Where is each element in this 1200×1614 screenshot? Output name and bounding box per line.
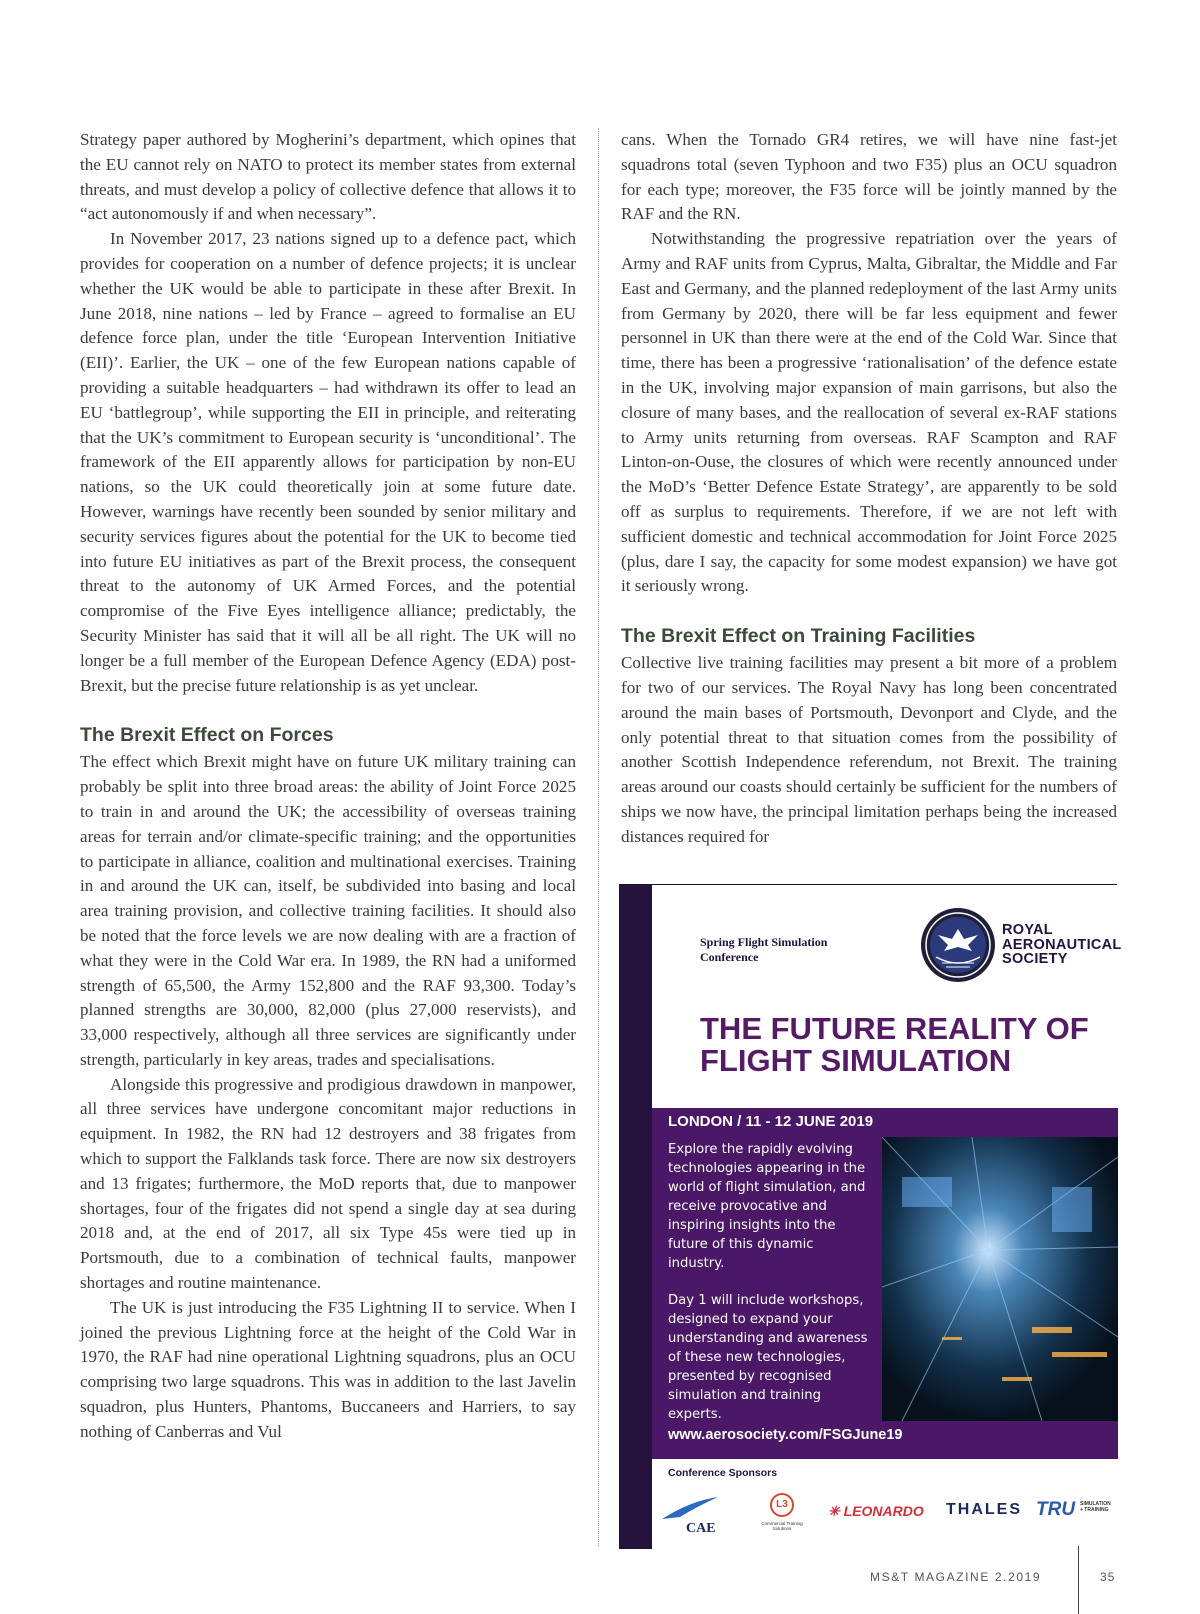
paragraph: In November 2017, 23 nations signed up to a defence pact, which provides for cooperation on a number of defence projects; it is unclear whether the UK would be able to participate in these after Brexit. In June 2018, nine nations – led by France – agreed to formalise an EU defence force plan, under the title ‘European Intervention Initiative (EII)’. Earlier, the UK – one of the few European nations capable of providing a suitable headquarters – had withdrawn its offer to lead an EU ‘battlegroup’, while supporting the EII in principle, and reiterating that the UK’s commitment to European security is ‘unconditional’. The framework of the EII apparently allows for participation by non-EU nations, so the UK could theoretically join at some future date. However, warnings have recently been sounded by senior military and security services figures about the potential for the UK to become tied into future EU initiatives as part of the Brexit process, the consequent threat to the autonomy of UK Armed Forces, and the potential compromise of the Five Eyes intelligence alliance; predictably, the Security Minister has said that it will all be all right. The UK will no longer be a full member of the European Defence Agency (EDA) post-Brexit, but the precise future relationship is as yet unclear. <box>80 229 576 695</box>
paragraph: Notwithstanding the progressive repatriation over the years of Army and RAF units from Cyprus, Malta, Gibraltar, the Middle and Far East and Germany, and the planned redeployment of the last Army units from Germany by 2020, there will be far less equipment and fewer personnel in UK than there were at the end of the Cold War. Since that time, there has been a progressive ‘rationalisation’ of the defence estate in the UK, involving major expansion of main garrisons, but also the closure of many bases, and the reallocation of several ex-RAF stations to Army units returning from overseas. RAF Scampton and RAF Linton-on-Ouse, the closures of which were recently announced under the MoD’s ‘Better Defence Estate Strategy’, are apparently to be sold off as surplus to requirements. Therefore, if we are not left with sufficient domestic and technical accommodation for Joint Force 2025 (plus, dare I say, the capacity for some modest expansion) we have got it seriously wrong. <box>621 229 1117 596</box>
ad-url-link[interactable]: www.aerosociety.com/FSGJune19 <box>668 1427 903 1443</box>
sponsors-label: Conference Sponsors <box>668 1467 778 1479</box>
l3-logo <box>752 1493 812 1535</box>
l3-badge: L3 <box>770 1493 794 1517</box>
ad-title-line: FLIGHT SIMULATION <box>700 1043 1012 1078</box>
cae-logo <box>660 1495 730 1537</box>
section-heading: The Brexit Effect on Training Facilities <box>621 625 976 648</box>
tru-sub-line: SIMULATION <box>1080 1501 1111 1507</box>
paragraph: Strategy paper authored by Mogherini’s department, which opines that the EU cannot rely on NATO to protect its member states from external threats, and must develop a policy of collective defence that allows it to “act autonomously if and when necessary”. <box>80 130 576 224</box>
ad-title <box>700 1013 1120 1077</box>
cae-swoosh-icon <box>660 1495 720 1521</box>
section-heading: The Brexit Effect on Forces <box>80 724 334 747</box>
paragraph: Collective live training facilities may present a bit more of a problem for two of our services. The Royal Navy has long been concentrated around the main bases of Portsmouth, Devonport and Clyde, and the only potential threat to that situation comes from the possibility of another Scottish Independence referendum, not Brexit. The training areas around our coasts should certainly be sufficient for the numbers of ships we now have, the principal limitation perhaps being the increased distances required for <box>621 653 1117 846</box>
logo-line: SOCIETY <box>1002 951 1068 967</box>
paragraph: The effect which Brexit might have on future UK military training can probably be split into three broad areas: the ability of Joint Force 2025 to train in and around the UK; the accessibility of overseas training areas for terrain and/or climate-specific training; and the opportunities to participate in alliance, coalition and multinational exercises. Training in and around the UK can, itself, be subdivided into basing and local area training provision, and collective training facilities. It should also be noted that the force levels we are now dealing with are a fraction of what they were in the Cold War era. In 1989, the RN had a uniformed strength of 65,500, the Army 152,800 and the RAF 93,300. Today’s planned strengths are 30,000, 82,000 (plus 27,000 reservists), and 33,000 respectively, although all three services are significantly under strength, particularly in key areas, trades and specialisations. <box>80 752 576 1069</box>
ad-description <box>668 1140 873 1442</box>
left-column <box>80 128 576 1445</box>
ad-event-date: LONDON / 11 - 12 JUNE 2019 <box>668 1113 874 1130</box>
ad-description-paragraph: Day 1 will include workshops, designed to expand your understanding and awareness of these new technologies, presented by recognised simulation and training experts. <box>668 1293 868 1422</box>
tru-subtitle <box>1080 1501 1111 1513</box>
ad-conference-line: Spring Flight Simulation <box>700 935 828 949</box>
leonardo-logo <box>828 1503 924 1520</box>
sponsor-bar <box>652 1459 1118 1550</box>
right-column <box>621 128 1117 850</box>
ad-title-line: THE FUTURE REALITY OF <box>700 1011 1089 1046</box>
leonardo-star-icon: ✳ <box>828 1503 844 1519</box>
thales-logo: THALES <box>946 1501 1022 1518</box>
tru-logo: TRU <box>1036 1499 1076 1520</box>
logo-line: ROYAL <box>1002 922 1053 938</box>
leonardo-logo-text: LEONARDO <box>843 1503 924 1519</box>
cae-logo-text: CAE <box>686 1521 716 1536</box>
footer-magazine-title: MS&T MAGAZINE 2.2019 <box>870 1570 1042 1584</box>
paragraph: The UK is just introducing the F35 Lightning II to service. When I joined the previous Lightning force at the height of the Cold War in 1970, the RAF had nine operational Lightning squadrons, plus an OCU comprising two large squadrons. This was in addition to the last Javelin squadron, plus Hunters, Phantoms, Buccaneers and Harriers, to say nothing of Canberras and Vul <box>80 1297 576 1441</box>
page-number: 35 <box>1100 1570 1116 1584</box>
ad-conference-line: Conference <box>700 950 759 964</box>
advertisement[interactable] <box>619 884 1122 1549</box>
l3-subtitle: Commercial Training Solutions <box>761 1521 803 1531</box>
footer-divider <box>1078 1546 1079 1614</box>
simulation-visual-icon <box>882 1137 1118 1421</box>
logo-line: AERONAUTICAL <box>1002 936 1122 953</box>
raes-logo-icon <box>920 907 996 983</box>
ad-description-paragraph: Explore the rapidly evolving technologies appearing in the world of flight simulation, and receive provocative and inspiring insights into the future of this dynamic industry. <box>668 1142 866 1271</box>
sponsor-logos <box>660 1489 1110 1544</box>
ad-conference-name <box>700 935 860 965</box>
raes-logo-text <box>1002 923 1122 967</box>
ad-header-panel <box>652 885 1122 1108</box>
tru-sub-line: + TRAINING <box>1080 1507 1109 1513</box>
paragraph: cans. When the Tornado GR4 retires, we will have nine fast-jet squadrons total (seven Typhoon and two F35) plus an OCU squadron for each type; moreover, the F35 force will be jointly manned by the RAF and the RN. <box>621 130 1117 224</box>
paragraph: Alongside this progressive and prodigious drawdown in manpower, all three services have undergone concomitant major reductions in equipment. In 1982, the RN had 12 destroyers and 38 frigates from which to support the Falklands task force. There are now six destroyers and 13 frigates; furthermore, the MoD reports that, due to manpower shortages, four of the frigates did not spend a single day at sea during 2018 and, at the end of 2017, all six Type 45s were tied up in Portsmouth, due to a combination of technical faults, manpower shortages and routine maintenance. <box>80 1074 576 1293</box>
column-divider <box>598 128 599 1546</box>
